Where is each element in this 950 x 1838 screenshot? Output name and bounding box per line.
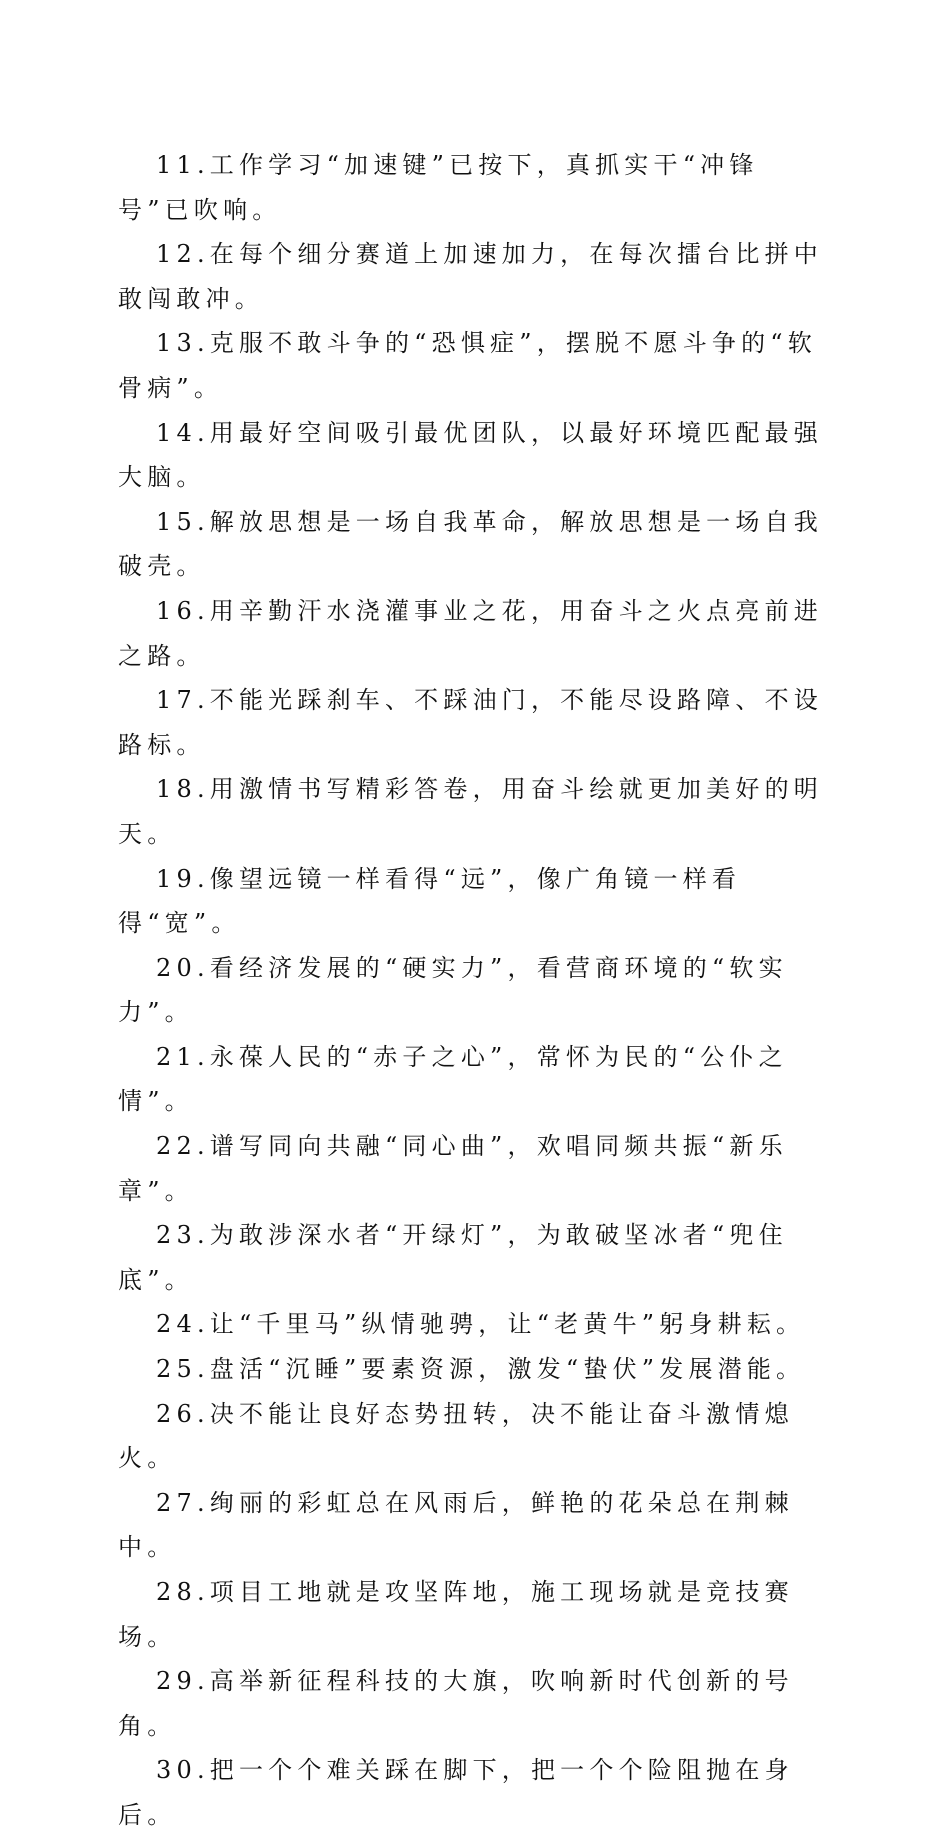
list-item-19: 19.像望远镜一样看得“远”，像广角镜一样看得“宽”。 — [118, 864, 742, 938]
list-item-28: 28.项目工地就是攻坚阵地，施工现场就是竞技赛场。 — [118, 1578, 794, 1651]
list-item-20: 20.看经济发展的“硬实力”，看营商环境的“软实力”。 — [118, 953, 788, 1027]
list-item-22: 22.谱写同向共融“同心曲”，欢唱同频共振“新乐章”。 — [118, 1132, 788, 1205]
list-item-29: 29.高举新征程科技的大旗，吹响新时代创新的号角。 — [118, 1667, 794, 1740]
list-item-27: 27.绚丽的彩虹总在风雨后，鲜艳的花朵总在荆棘中。 — [118, 1488, 794, 1562]
list-item-11: 11.工作学习“加速键”已按下，真抓实干“冲锋号”已吹响。 — [118, 151, 759, 224]
list-item-17: 17.不能光踩刹车、不踩油门，不能尽设路障、不设路标。 — [118, 686, 823, 759]
list-item-26: 26.决不能让良好态势扭转，决不能让奋斗激情熄火。 — [118, 1399, 794, 1473]
list-item-13: 13.克服不敢斗争的“恐惧症”，摆脱不愿斗争的“软骨病”。 — [118, 329, 817, 402]
list-item-24: 24.让“千里马”纵情驰骋，让“老黄牛”躬身耕耘。 — [156, 1310, 806, 1339]
list-item-21: 21.永葆人民的“赤子之心”，常怀为民的“公仆之情”。 — [118, 1042, 788, 1116]
list-item-18: 18.用激情书写精彩答卷，用奋斗绘就更加美好的明天。 — [118, 775, 823, 848]
list-item-25: 25.盘活“沉睡”要素资源，激发“蛰伏”发展潜能。 — [156, 1355, 806, 1384]
list-item-23: 23.为敢涉深水者“开绿灯”，为敢破坚冰者“兜住底”。 — [118, 1221, 788, 1294]
list-item-14: 14.用最好空间吸引最优团队，以最好环境匹配最强大脑。 — [118, 418, 823, 492]
list-item-16: 16.用辛勤汗水浇灌事业之花，用奋斗之火点亮前进之路。 — [118, 596, 823, 670]
list-item-15: 15.解放思想是一场自我革命，解放思想是一场自我破壳。 — [118, 507, 823, 581]
list-item-12: 12.在每个细分赛道上加速加力，在每次擂台比拼中敢闯敢冲。 — [118, 240, 823, 313]
list-item-30: 30.把一个个难关踩在脚下，把一个个险阻抛在身后。 — [118, 1756, 794, 1829]
document-body — [118, 143, 828, 1838]
